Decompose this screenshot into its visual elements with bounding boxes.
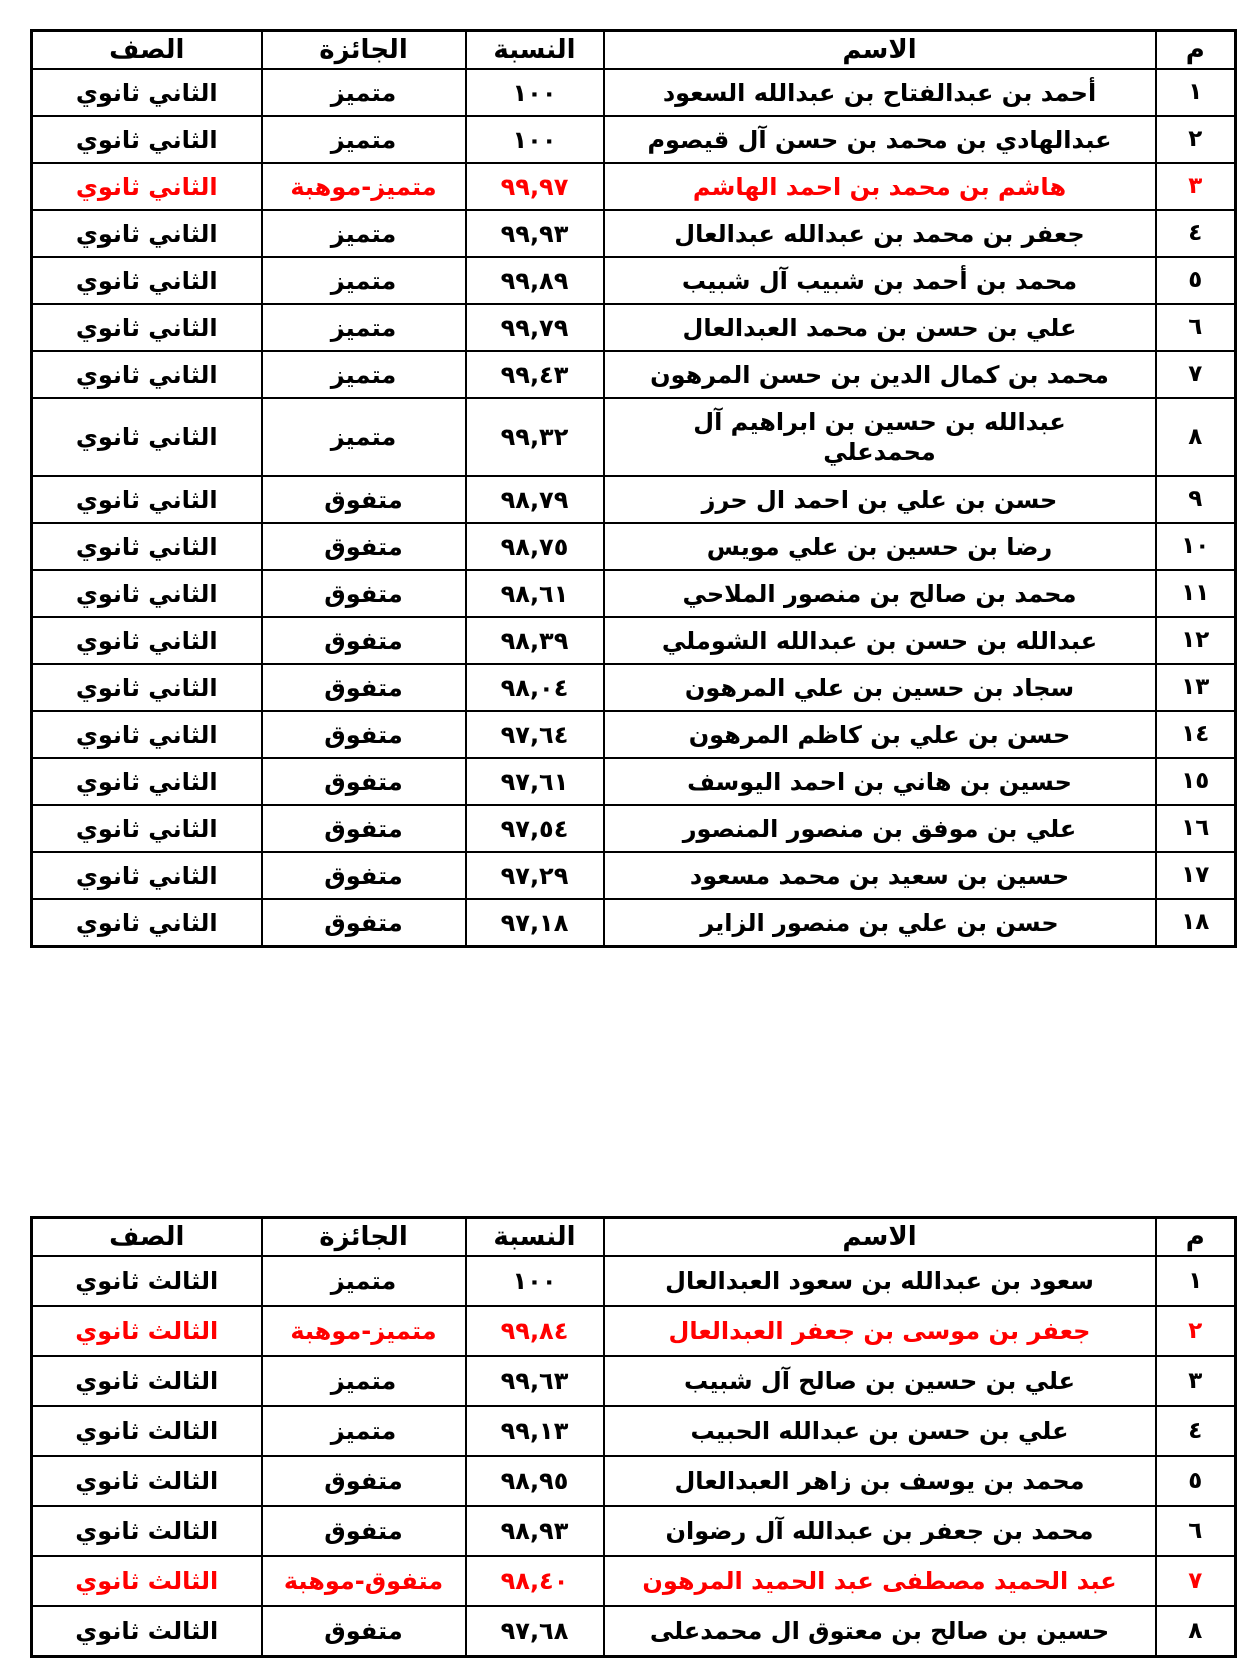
rank-cell: ١١ (1156, 570, 1236, 617)
percentage-cell: ٩٧,١٨ (466, 899, 604, 947)
percentage-cell: ٩٩,٩٣ (466, 210, 604, 257)
rank-cell: ١٥ (1156, 758, 1236, 805)
rank-cell: ٢ (1156, 116, 1236, 163)
grade-cell: الثاني ثانوي (32, 69, 262, 116)
award-cell: متفوق (262, 852, 466, 899)
student-name-cell: سجاد بن حسين بن علي المرهون (604, 664, 1156, 711)
grade-cell: الثاني ثانوي (32, 711, 262, 758)
percentage-cell: ٩٧,٦٤ (466, 711, 604, 758)
award-cell: متفوق-موهبة (262, 1556, 466, 1606)
grade-cell: الثاني ثانوي (32, 523, 262, 570)
grade2-ranking-table (30, 29, 1237, 948)
award-cell: متميز (262, 1356, 466, 1406)
column-header-award: الجائزة (262, 1218, 466, 1257)
award-cell: متفوق (262, 617, 466, 664)
student-name-cell: علي بن حسين بن صالح آل شبيب (604, 1356, 1156, 1406)
grade-cell: الثاني ثانوي (32, 664, 262, 711)
percentage-cell: ٩٩,٩٧ (466, 163, 604, 210)
table-row (32, 210, 1236, 257)
student-name-cell: محمد بن صالح بن منصور الملاحي (604, 570, 1156, 617)
award-cell: متميز (262, 304, 466, 351)
grade-cell: الثاني ثانوي (32, 899, 262, 947)
percentage-cell: ٩٩,٣٢ (466, 398, 604, 476)
percentage-cell: ٩٨,٧٥ (466, 523, 604, 570)
percentage-cell: ٩٧,٦١ (466, 758, 604, 805)
table-row (32, 257, 1236, 304)
award-cell: متميز (262, 69, 466, 116)
percentage-cell: ٩٨,٤٠ (466, 1556, 604, 1606)
percentage-cell: ٩٩,٧٩ (466, 304, 604, 351)
percentage-cell: ٩٩,٨٤ (466, 1306, 604, 1356)
table-row (32, 523, 1236, 570)
percentage-cell: ٩٨,٣٩ (466, 617, 604, 664)
rank-cell: ١٧ (1156, 852, 1236, 899)
student-name-cell: عبد الحميد مصطفى عبد الحميد المرهون (604, 1556, 1156, 1606)
grade-cell: الثالث ثانوي (32, 1506, 262, 1556)
column-header-grade: الصف (32, 1218, 262, 1257)
rank-cell: ٩ (1156, 476, 1236, 523)
percentage-cell: ١٠٠ (466, 116, 604, 163)
document-page (0, 29, 1252, 1661)
percentage-cell: ٩٩,١٣ (466, 1406, 604, 1456)
rank-cell: ٨ (1156, 1606, 1236, 1657)
award-cell: متميز-موهبة (262, 1306, 466, 1356)
award-cell: متفوق (262, 1606, 466, 1657)
rank-cell: ١٦ (1156, 805, 1236, 852)
grade-cell: الثاني ثانوي (32, 852, 262, 899)
table-row (32, 1256, 1236, 1306)
rank-cell: ١٤ (1156, 711, 1236, 758)
table-row (32, 398, 1236, 476)
column-header-name: الاسم (604, 31, 1156, 70)
award-cell: متميز (262, 116, 466, 163)
percentage-cell: ٩٨,٠٤ (466, 664, 604, 711)
grade-cell: الثاني ثانوي (32, 163, 262, 210)
student-name-cell: علي بن حسن بن عبدالله الحبيب (604, 1406, 1156, 1456)
table-row (32, 1306, 1236, 1356)
table-row (32, 617, 1236, 664)
award-cell: متميز (262, 351, 466, 398)
rank-cell: ٢ (1156, 1306, 1236, 1356)
student-name-cell: حسن بن علي بن منصور الزاير (604, 899, 1156, 947)
student-name-cell: عبدالله بن حسين بن ابراهيم آل محمدعلي (604, 398, 1156, 476)
percentage-cell: ٩٧,٦٨ (466, 1606, 604, 1657)
percentage-cell: ٩٨,٩٣ (466, 1506, 604, 1556)
grade3-ranking-table (30, 1216, 1237, 1658)
grade-cell: الثالث ثانوي (32, 1556, 262, 1606)
table-row (32, 664, 1236, 711)
table-row (32, 899, 1236, 947)
student-name-cell: محمد بن أحمد بن شبيب آل شبيب (604, 257, 1156, 304)
rank-cell: ١٣ (1156, 664, 1236, 711)
grade-cell: الثاني ثانوي (32, 398, 262, 476)
student-name-cell: أحمد بن عبدالفتاح بن عبدالله السعود (604, 69, 1156, 116)
award-cell: متفوق (262, 899, 466, 947)
rank-cell: ١٨ (1156, 899, 1236, 947)
grade-cell: الثاني ثانوي (32, 758, 262, 805)
grade-cell: الثاني ثانوي (32, 116, 262, 163)
column-header-grade: الصف (32, 31, 262, 70)
award-cell: متفوق (262, 523, 466, 570)
student-name-cell: عبدالهادي بن محمد بن حسن آل قيصوم (604, 116, 1156, 163)
award-cell: متفوق (262, 570, 466, 617)
table-row (32, 1356, 1236, 1406)
student-name-cell: محمد بن يوسف بن زاهر العبدالعال (604, 1456, 1156, 1506)
grade-cell: الثالث ثانوي (32, 1256, 262, 1306)
award-cell: متميز (262, 1406, 466, 1456)
student-name-cell: جعفر بن موسى بن جعفر العبدالعال (604, 1306, 1156, 1356)
percentage-cell: ٩٧,٥٤ (466, 805, 604, 852)
rank-cell: ٣ (1156, 1356, 1236, 1406)
grade-cell: الثالث ثانوي (32, 1306, 262, 1356)
table-row (32, 805, 1236, 852)
grade-cell: الثالث ثانوي (32, 1356, 262, 1406)
column-header-name: الاسم (604, 1218, 1156, 1257)
table-row (32, 304, 1236, 351)
percentage-cell: ٩٩,٦٣ (466, 1356, 604, 1406)
rank-cell: ٧ (1156, 351, 1236, 398)
percentage-cell: ٩٧,٢٩ (466, 852, 604, 899)
award-cell: متميز (262, 398, 466, 476)
column-header-award: الجائزة (262, 31, 466, 70)
rank-cell: ٤ (1156, 210, 1236, 257)
rank-cell: ١٠ (1156, 523, 1236, 570)
grade-cell: الثالث ثانوي (32, 1406, 262, 1456)
table-row (32, 351, 1236, 398)
grade-cell: الثاني ثانوي (32, 351, 262, 398)
table-row (32, 69, 1236, 116)
rank-cell: ٥ (1156, 257, 1236, 304)
percentage-cell: ٩٨,٦١ (466, 570, 604, 617)
student-name-cell: محمد بن جعفر بن عبدالله آل رضوان (604, 1506, 1156, 1556)
award-cell: متميز (262, 1256, 466, 1306)
percentage-cell: ٩٩,٤٣ (466, 351, 604, 398)
student-name-cell: علي بن موفق بن منصور المنصور (604, 805, 1156, 852)
table-row (32, 711, 1236, 758)
table-row (32, 1556, 1236, 1606)
rank-cell: ٦ (1156, 1506, 1236, 1556)
student-name-cell: جعفر بن محمد بن عبدالله عبدالعال (604, 210, 1156, 257)
grade-cell: الثاني ثانوي (32, 617, 262, 664)
table-row (32, 1506, 1236, 1556)
award-cell: متميز (262, 210, 466, 257)
column-header-rank: م (1156, 1218, 1236, 1257)
award-cell: متفوق (262, 1506, 466, 1556)
rank-cell: ١٢ (1156, 617, 1236, 664)
rank-cell: ١ (1156, 1256, 1236, 1306)
rank-cell: ٦ (1156, 304, 1236, 351)
award-cell: متفوق (262, 758, 466, 805)
table-header-row (32, 1218, 1236, 1257)
student-name-cell: رضا بن حسين بن علي مويس (604, 523, 1156, 570)
rank-cell: ٨ (1156, 398, 1236, 476)
student-name-cell: هاشم بن محمد بن احمد الهاشم (604, 163, 1156, 210)
grade-cell: الثاني ثانوي (32, 570, 262, 617)
rank-cell: ٧ (1156, 1556, 1236, 1606)
column-header-percentage: النسبة (466, 31, 604, 70)
table-row (32, 1406, 1236, 1456)
table-row (32, 1456, 1236, 1506)
percentage-cell: ١٠٠ (466, 69, 604, 116)
award-cell: متفوق (262, 476, 466, 523)
percentage-cell: ٩٨,٩٥ (466, 1456, 604, 1506)
student-name-cell: عبدالله بن حسن بن عبدالله الشوملي (604, 617, 1156, 664)
table-row (32, 758, 1236, 805)
rank-cell: ٣ (1156, 163, 1236, 210)
grade-cell: الثاني ثانوي (32, 257, 262, 304)
table-row (32, 1606, 1236, 1657)
table-row (32, 570, 1236, 617)
student-name-cell: حسين بن هاني بن احمد اليوسف (604, 758, 1156, 805)
student-name-cell: حسين بن سعيد بن محمد مسعود (604, 852, 1156, 899)
table-row (32, 116, 1236, 163)
table-row (32, 852, 1236, 899)
student-name-cell: حسن بن علي بن كاظم المرهون (604, 711, 1156, 758)
column-header-percentage: النسبة (466, 1218, 604, 1257)
table-row (32, 163, 1236, 210)
student-name-cell: علي بن حسن بن محمد العبدالعال (604, 304, 1156, 351)
rank-cell: ١ (1156, 69, 1236, 116)
grade-cell: الثاني ثانوي (32, 805, 262, 852)
grade-cell: الثالث ثانوي (32, 1456, 262, 1506)
rank-cell: ٥ (1156, 1456, 1236, 1506)
grade-cell: الثالث ثانوي (32, 1606, 262, 1657)
award-cell: متفوق (262, 711, 466, 758)
award-cell: متفوق (262, 1456, 466, 1506)
student-name-cell: محمد بن كمال الدين بن حسن المرهون (604, 351, 1156, 398)
student-name-cell: حسن بن علي بن احمد ال حرز (604, 476, 1156, 523)
percentage-cell: ٩٩,٨٩ (466, 257, 604, 304)
grade-cell: الثاني ثانوي (32, 476, 262, 523)
award-cell: متميز (262, 257, 466, 304)
award-cell: متفوق (262, 805, 466, 852)
grade-cell: الثاني ثانوي (32, 210, 262, 257)
table-header-row (32, 31, 1236, 70)
award-cell: متفوق (262, 664, 466, 711)
award-cell: متميز-موهبة (262, 163, 466, 210)
grade-cell: الثاني ثانوي (32, 304, 262, 351)
rank-cell: ٤ (1156, 1406, 1236, 1456)
percentage-cell: ٩٨,٧٩ (466, 476, 604, 523)
student-name-cell: سعود بن عبدالله بن سعود العبدالعال (604, 1256, 1156, 1306)
student-name-cell: حسين بن صالح بن معتوق ال محمدعلى (604, 1606, 1156, 1657)
table-row (32, 476, 1236, 523)
percentage-cell: ١٠٠ (466, 1256, 604, 1306)
column-header-rank: م (1156, 31, 1236, 70)
